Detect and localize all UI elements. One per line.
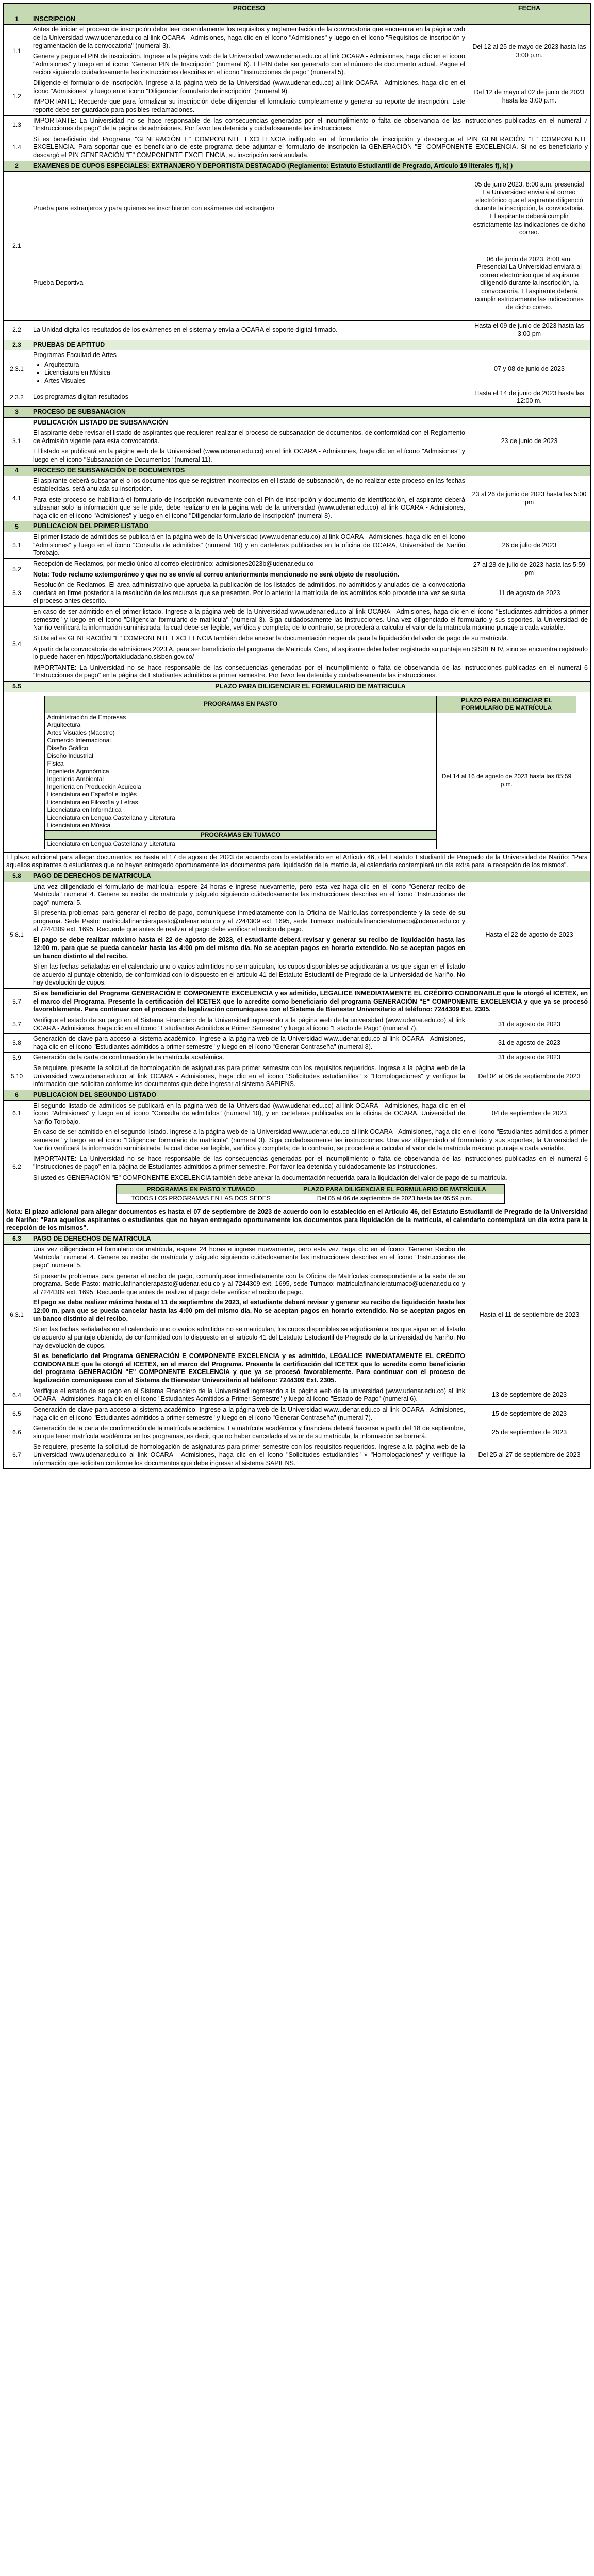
section-row xyxy=(4,340,591,350)
section-title: PROCESO DE SUBSANACIÓN DE DOCUMENTOS xyxy=(30,465,591,476)
section-title: PAGO DE DERECHOS DE MATRICULA xyxy=(30,1234,591,1245)
row-date: Hasta el 09 de junio de 2023 hasta las 3:00 pm xyxy=(468,321,591,340)
row-description: Se requiere, presente la solicitud de homologación de asignaturas para primer semestre con los requisitos requeridos. Ingrese a la página web de la Universidad www.udenar.edu.co al link OCARA - Admisiones, haga clic en el ícono "Solicitudes estudiantiles" » "Homologaciones" y verifique la información que solicitan conforme los documentos que debe ingresar al sistema SAPIENS. xyxy=(30,1063,468,1090)
table-row xyxy=(4,607,591,682)
row-number: 5.3 xyxy=(4,580,30,607)
note: Nota: El plazo adicional para allegar documentos es hasta el 07 de septiembre de 2023 de acuerdo con lo establecido en el Artículo 46, del Estatuto Estudiantil de Pregrado de la Universidad de Nariño: "Para aquellos aspirantes o estudiantes que no hayan entregado oportunamente los documentos para liquidación de la matrícula, el calendario contemplará un día extra para la recepción de los mismos". xyxy=(4,1207,591,1234)
list-item: Ingeniería Agronómica xyxy=(47,767,109,775)
row-date: Del 12 de mayo al 02 de junio de 2023 hasta las 3:00 p.m. xyxy=(468,78,591,116)
table-row xyxy=(4,1442,591,1469)
paragraph: Nota: Todo reclamo extemporáneo y que no se envíe al correo anteriormente mencionado no será objeto de resolución. xyxy=(33,570,400,578)
table-row xyxy=(4,1127,591,1207)
table-row xyxy=(4,1423,591,1442)
row-number: 5.4 xyxy=(4,607,30,682)
paragraph: El aspirante debe revisar el listado de aspirantes que requieren realizar el proceso de subsanación de documentos, de conformidad con el Reglamento de Admisión vigente para esta convocatoria. xyxy=(33,429,465,445)
section-row xyxy=(4,682,591,692)
paragraph: Antes de iniciar el proceso de inscripción debe leer detenidamente los requisitos y reglamentación de la convocatoria que encuentra en la página web de la Universidad www.udenar.edu.co al link OCARA - Admisiones, haga clic en el ícono "Admisiones" y luego en el ícono "Requisitos de inscripción y reglamentación de la convocatoria" (numeral 3). xyxy=(33,26,465,49)
table-row xyxy=(4,852,591,871)
row-number: 6.6 xyxy=(4,1423,30,1442)
paragraph: El pago se debe realizar máximo hasta el 11 de septiembre de 2023, el estudiante deberá revisar y generar su recibo de liquidación hasta las 12:00 m. para que se pueda cancelar hasta las 4:00 pm del mismo día. No se aceptan pagos en horario extendido. No se aceptan pagos en un banco distinto al del recibo. xyxy=(33,1299,465,1323)
list-item: • Licenciatura en Música xyxy=(44,369,465,377)
section-number: 3 xyxy=(4,406,30,417)
table-row xyxy=(4,134,591,161)
paragraph: El aspirante deberá subsanar el o los documentos que se registren incorrectos en el listado de subsanación, de no realizar este proceso en las fechas establecidas, será anulada su inscripción. xyxy=(33,477,465,493)
row-number: 5.10 xyxy=(4,1063,30,1090)
table-row xyxy=(4,388,591,406)
deadline-cell: Del 05 al 06 de septiembre de 2023 hasta las 05:59 p.m. xyxy=(285,1194,504,1204)
row-date: 31 de agosto de 2023 xyxy=(468,1034,591,1053)
programs-table xyxy=(116,1184,504,1204)
table-row xyxy=(4,1207,591,1234)
row-date: 07 y 08 de junio de 2023 xyxy=(468,350,591,388)
admissions-calendar-table xyxy=(3,3,591,1469)
table-row xyxy=(4,1015,591,1033)
row-date: 11 de agosto de 2023 xyxy=(468,580,591,607)
row-description: Generación de clave para acceso al sistema académico. Ingrese a la página web de la Universidad www.udenar.edu.co al link OCARA - Admisiones, haga clic en el ícono "Estudiantes admitidos a primer semestre" y luego en el ícono "Generar Contraseña" (numeral 8). xyxy=(30,1034,468,1053)
row-description xyxy=(30,1244,468,1386)
header-fecha: FECHA xyxy=(468,4,591,14)
row-description: Verifique el estado de su pago en el Sistema Financiero de la Universidad ingresando a la página web de la universidad (www.udenar.edu.co) al link OCARA - Admisiones, haga clic en el ícono "Estudiantes Admitidos a Primer Semestre" y luego al ícono "Estado de Pago" (numeral 7). xyxy=(30,1015,468,1033)
table-row xyxy=(4,350,591,388)
row-description xyxy=(30,692,591,852)
row-date: Hasta el 22 de agosto de 2023 xyxy=(468,882,591,989)
tumaco-col-header: PROGRAMAS EN TUMACO xyxy=(44,830,437,839)
row-description: Generación de clave para acceso al sistema académico. Ingrese a la página web de la Universidad www.udenar.edu.co al link OCARA - Admisiones, haga clic en el ícono "Estudiantes admitidos a primer semestre" y luego en el ícono "Generar Contraseña" (numeral 7). xyxy=(30,1404,468,1423)
row-number: 6.1 xyxy=(4,1100,30,1127)
row-date: Del 04 al 06 de septiembre de 2023 xyxy=(468,1063,591,1090)
row-description xyxy=(30,607,591,682)
list-label: Programas Facultad de Artes xyxy=(33,351,117,359)
table-row xyxy=(4,1063,591,1090)
row-description xyxy=(30,558,468,580)
row-date: 04 de septiembre de 2023 xyxy=(468,1100,591,1127)
paragraph: IMPORTANTE: La Universidad no se hace responsable de las consecuencias generadas por el incumplimiento o falta de observancia de las instrucciones publicadas en el numeral 6 "Instrucciones de pago" en la página de Estudiantes admitidos a primer semestre. Por favor lea detenida y cuidadosamente las instrucciones. xyxy=(33,1155,588,1171)
list-item: • Artes Visuales xyxy=(44,377,465,385)
row-date: 31 de agosto de 2023 xyxy=(468,1053,591,1063)
header-num xyxy=(4,4,30,14)
row-number: 5.8.1 xyxy=(4,882,30,989)
paragraph: El listado se publicará en la página web de la Universidad (www.udenar.edu.co) en el link OCARA - Admisiones, haga clic en el ícono "Admisiones" y luego en el ícono "Subsanación de Documentos" (numeral 11). xyxy=(33,448,465,463)
section-title: PUBLICACION DEL SEGUNDO LISTADO xyxy=(30,1090,591,1100)
section-title: PUBLICACION DEL PRIMER LISTADO xyxy=(30,521,591,532)
table-row xyxy=(4,580,591,607)
row-description xyxy=(30,476,468,521)
section-row xyxy=(4,406,591,417)
row-date: 27 al 28 de julio de 2023 hasta las 5:59 pm xyxy=(468,558,591,580)
row-number: 5.7 xyxy=(4,989,30,1015)
paragraph: Diligencie el formulario de inscripción. Ingrese a la página web de la Universidad (www.udenar.edu.co) al link OCARA - Admisiones, haga clic en el ícono "Admisiones" y luego en el ícono "Diligenciar formulario de inscripción" (numeral 9). xyxy=(33,79,465,95)
section-row xyxy=(4,521,591,532)
row-number xyxy=(4,692,30,852)
paragraph: A partir de la convocatoria de admisiones 2023 A, para ser beneficiario del programa de Matrícula Cero, el aspirante debe haber registrado su puntaje en SISBEN IV, sino se encuentra registrado lo puede hacer en https://portalciudadano.sisben.gov.co/ xyxy=(33,645,588,661)
programs-col-header: PROGRAMAS EN PASTO Y TUMACO xyxy=(117,1185,285,1194)
row-number: 5.7 xyxy=(4,1015,30,1033)
row-number: 6.2 xyxy=(4,1127,30,1207)
row-date: 05 de junio 2023, 8:00 a.m. presencial La Universidad enviará al correo electrónico que el aspirante diligenció durante la inscripción, la convocatoria. El aspirante deberá cumplir estrictamente las indicaciones de dicho correo. xyxy=(468,172,591,246)
paragraph: Si en las fechas señaladas en el calendario uno o varios admitidos no se matriculan, los cupos disponibles se adjudicarán a los que sigan en el listado de acuerdo al puntaje obtenido, de conformidad con lo dispuesto en el artículo 41 del Estatuto Estudiantil de Pregrado de la Universidad de Nariño. No hay devolución de cupos. xyxy=(33,963,465,987)
row-number: 3.1 xyxy=(4,417,30,465)
list-item: Licenciatura en Informática xyxy=(47,806,122,814)
section-number: 5.8 xyxy=(4,871,30,882)
table-header-row xyxy=(4,4,591,14)
row-description: Se requiere, presente la solicitud de homologación de asignaturas para primer semestre con los requisitos requeridos. Ingrese a la página web de la Universidad www.udenar.edu.co al link OCARA - Admisiones, haga clic en el ícono "Solicitudes estudiantiles" » "Homologaciones" y verifique la información que solicitan conforme los documentos que debe ingresar al sistema SAPIENS. xyxy=(30,1442,468,1469)
section-title: PRUEBAS DE APTITUD xyxy=(30,340,591,350)
deadline-cell: Del 14 al 16 de agosto de 2023 hasta las 05:59 p.m. xyxy=(437,713,576,849)
row-date: 26 de julio de 2023 xyxy=(468,532,591,559)
row-description: Los programas digitan resultados xyxy=(30,388,468,406)
table-row xyxy=(4,115,591,134)
row-number: 5.1 xyxy=(4,532,30,559)
table-row xyxy=(4,1386,591,1404)
section-number: 4 xyxy=(4,465,30,476)
list-item: Arquitectura xyxy=(47,721,81,728)
table-row xyxy=(4,78,591,116)
paragraph: IMPORTANTE: La Universidad no se hace responsable de las consecuencias generadas por el incumplimiento o falta de observancia de las instrucciones publicadas en el numeral 7 "Instrucciones de pago" de la página de admisiones. Por favor lea detenida y cuidadosamente las instrucciones. xyxy=(33,116,588,132)
list-item: Comercio Internacional xyxy=(47,736,111,744)
paragraph: Recepción de Reclamos, por medio único al correo electrónico: admisiones2023b@udenar.edu.co xyxy=(33,560,314,567)
row-date: 31 de agosto de 2023 xyxy=(468,1015,591,1033)
row-description xyxy=(30,350,468,388)
section-row xyxy=(4,1234,591,1245)
table-row xyxy=(4,532,591,559)
table-row xyxy=(4,558,591,580)
deadline-col-header: PLAZO PARA DILIGENCIAR EL FORMULARIO DE MATRÍCULA xyxy=(437,696,576,713)
row-description xyxy=(30,882,468,989)
row-number: 6.4 xyxy=(4,1386,30,1404)
table-row xyxy=(4,692,591,852)
section-number: 5 xyxy=(4,521,30,532)
row-description: El primer listado de admitidos se publicará en la página web de la Universidad (www.udenar.edu.co) al link OCARA - Admisiones, haga clic en el ícono "Admisiones" y luego en el ícono "Consulta de admitidos" (numeral 10) y en carteleras publicadas en la oficina de OCARA, Universidad de Nariño Torobajo. xyxy=(30,532,468,559)
list-item: Ingeniería en Producción Acuícola xyxy=(47,783,141,790)
tumaco-programs-cell xyxy=(44,839,437,849)
programs-col-header: PROGRAMAS EN PASTO xyxy=(44,696,437,713)
section-number: 6 xyxy=(4,1090,30,1100)
list-item: Ingeniería Ambiental xyxy=(47,775,104,783)
row-description xyxy=(30,1127,591,1207)
row-date: 15 de septiembre de 2023 xyxy=(468,1404,591,1423)
row-date: 13 de septiembre de 2023 xyxy=(468,1386,591,1404)
paragraph: Si es beneficiario del Programa GENERACIÓN E COMPONENTE EXCELENCIA y es admitido, LEGALICE INMEDIATAMENTE EL CRÉDITO CONDONABLE que le otorgó el ICETEX, en el marco del Programa. Presente la certificación del ICETEX que lo acredite como beneficiario del programa GENERACIÓN "E" COMPONENTE EXCELENCIA y que ya se procesó favorablemente. Para continuar con el proceso de legalización comuníquese con el Sistema de Bienestar Universitario al teléfono: 7244309 Ext. 2305. xyxy=(33,1352,465,1384)
row-description: Resolución de Reclamos. El área administrativo que aprueba la publicación de los listados de admitidos, no admitidos y anulados de la convocatoria quedará en firme posterior a la resolución de los recursos que se presenten. Por lo anterior la matrícula de los admitidos solo procede una vez se surta el proceso antes descrito. xyxy=(30,580,468,607)
table-row xyxy=(4,321,591,340)
paragraph: Una vez diligenciado el formulario de matrícula, espere 24 horas e ingrese nuevamente, pero esta vez haga clic en el ícono "Generar Recibo de Matrícula" numeral 4. Genere su recibo de matrícula y páguelo siguiendo cuidadosamente las instrucciones descritas en el ícono "Instrucciones de pago" numeral 5. xyxy=(33,1245,465,1269)
list-item: Diseño Gráfico xyxy=(47,744,88,752)
paragraph: Si Usted es GENERACIÓN "E" COMPONENTE EXCELENCIA también debe anexar la documentación requerida para la liquidación del valor de pago de su matrícula. xyxy=(33,634,508,642)
paragraph: El pago se debe realizar máximo hasta el 22 de agosto de 2023, el estudiante deberá revisar y generar su recibo de liquidación hasta las 12:00 m. para que se pueda cancelar hasta las 4:00 pm del mismo día. No se aceptan pagos en horario extendido. No se aceptan pagos en un banco distinto al del recibo. xyxy=(33,936,465,960)
paragraph: En caso de ser admitido en el primer listado. Ingrese a la página web de la Universidad www.udenar.edu.co al link OCARA - Admisiones, haga clic en el ícono "Estudiantes admitidos a primer semestre" y luego en el ícono "Diligenciar formulario de matrícula" (numeral 3). Siga cuidadosamente las instrucciones. Una vez diligenciado el formulario y sus soportes, la Universidad de Nariño verificará la información suministrada, la cual debe ser legible, verídica y completa; de lo contrario, se procederá a calcular el valor de la matrícula máximo puntaje a cada variable. xyxy=(33,608,588,632)
table-row xyxy=(4,1053,591,1063)
row-date: Del 12 al 25 de mayo de 2023 hasta las 3:00 p.m. xyxy=(468,25,591,78)
list-item: Física xyxy=(47,759,64,767)
row-number: 1.2 xyxy=(4,78,30,116)
row-number: 2.1 xyxy=(4,172,30,321)
list-item: Diseño Industrial xyxy=(47,752,93,759)
programs-cell: TODOS LOS PROGRAMAS EN LAS DOS SEDES xyxy=(117,1194,285,1204)
paragraph: Para este proceso se habilitará el formulario de inscripción nuevamente con el Pin de inscripción y documento de identificación, el aspirante deberá subsanar solo la información que se le pide, debe realizarlo en la página web de la universidad (www.udenar.edu.co) al link OCARA - Admisiones, haga clic en el ícono "Admisiones" y luego en el ícono "Diligenciar formulario de inscripción" (numeral 8). xyxy=(33,496,465,519)
row-number: 1.4 xyxy=(4,134,30,161)
section-number: 5.5 xyxy=(4,682,30,692)
paragraph: Si es beneficiario del Programa "GENERACIÓN E" COMPONENTE EXCELENCIA indíquelo en el formulario de inscripción y descargue el PIN GENERACIÓN "E" COMPONENTE EXCELENCIA. Para soportar que es beneficiario de este programa debe adjuntar el formulario de inscripción la GENERACIÓN "E" COMPONENTE EXCELENCIA. Si no es beneficiario y descargó el PIN GENERACIÓN "E" COMPONENTE EXCELENCIA, su inscripción será anulada. xyxy=(33,135,588,159)
row-description xyxy=(30,134,591,161)
row-number: 2.3.1 xyxy=(4,350,30,388)
section-row xyxy=(4,465,591,476)
row-date: 23 al 26 de junio de 2023 hasta las 5:00 pm xyxy=(468,476,591,521)
section-number: 6.3 xyxy=(4,1234,30,1245)
row-description xyxy=(30,115,591,134)
section-title: PLAZO PARA DILIGENCIAR EL FORMULARIO DE MATRICULA xyxy=(30,682,591,692)
list-item: Licenciatura en Filosofía y Letras xyxy=(47,798,138,806)
list-item: • Arquitectura xyxy=(44,361,465,369)
list-item: Licenciatura en Español e Inglés xyxy=(47,790,137,798)
row-description: Prueba para extranjeros y para quienes se inscribieron con exámenes del extranjero xyxy=(30,172,468,246)
row-date: 25 de septiembre de 2023 xyxy=(468,1423,591,1442)
row-number: 1.1 xyxy=(4,25,30,78)
paragraph: IMPORTANTE: Recuerde que para formalizar su inscripción debe diligenciar el formulario completamente y generar su reporte de inscripción. Este reporte debe ser guardado para posibles reclamaciones. xyxy=(33,98,465,113)
list-item: Licenciatura en Música xyxy=(47,821,111,829)
paragraph: En caso de ser admitido en el segundo listado. Ingrese a la página web de la Universidad www.udenar.edu.co al link OCARA - Admisiones, haga clic en el ícono "Estudiantes admitidos a primer semestre" y luego en el ícono "Diligenciar formulario de matrícula" (numeral 3). Siga cuidadosamente las instrucciones. Una vez diligenciado el formulario y sus soportes, la Universidad de Nariño verificará la información suministrada, la cual debe ser legible, verídica y completa; de lo contrario, se procederá a calcular el valor de la matrícula máximo puntaje a cada variable. xyxy=(33,1128,588,1152)
header-proceso: PROCESO xyxy=(30,4,468,14)
deadline-col-header: PLAZO PARA DILIGENCIAR EL FORMULARIO DE MATRÍCULA xyxy=(285,1185,504,1194)
row-number: 2.2 xyxy=(4,321,30,340)
section-title: PROCESO DE SUBSANACION xyxy=(30,406,591,417)
paragraph: Una vez diligenciado el formulario de matrícula, espere 24 horas e ingrese nuevamente, pero esta vez haga clic en el ícono "Generar recibo de Matrícula" numeral 4. Genere su recibo de matrícula y páguelo siguiendo cuidadosamente las instrucciones descritas en el ícono "Instrucciones de pago" numeral 5. xyxy=(33,883,465,906)
table-row xyxy=(4,1404,591,1423)
row-number: 1.3 xyxy=(4,115,30,134)
table-row xyxy=(4,1100,591,1127)
program-list xyxy=(44,361,465,385)
list-item: Licenciatura en Lengua Castellana y Literatura xyxy=(47,814,175,821)
note: El plazo adicional para allegar documentos es hasta el 17 de agosto de 2023 de acuerdo con lo establecido en el Artículo 46, del Estatuto Estudiantil de Pregrado de la Universidad de Nariño: "Para aquellos aspirantes o estudiantes que no hayan entregado oportunamente los documentos para liquidación de la matrícula, el calendario contemplará un día extra para la recepción de los mismos". xyxy=(4,852,591,871)
section-title: EXAMENES DE CUPOS ESPECIALES: EXTRANJERO Y DEPORTISTA DESTACADO (Reglamento: Estatuto Estudiantil de Pregrado, Artículo 19 literales f), k) ) xyxy=(30,161,591,172)
admissions-calendar-document xyxy=(3,3,591,1469)
table-row xyxy=(4,172,591,246)
row-number: 2.3.2 xyxy=(4,388,30,406)
list-item: Administración de Empresas xyxy=(47,713,126,721)
row-description xyxy=(30,78,468,116)
programs-table xyxy=(44,696,577,849)
programs-cell xyxy=(44,713,437,830)
paragraph: Genere y pague el PIN de inscripción. Ingrese a la página web de la Universidad www.udenar.edu.co al link OCARA - Admisiones, haga clic en el ícono "Admisiones" y luego en el ícono "Generar PIN de Inscripción" (numeral 6). El PIN debe ser generado con el número de documento actual. Pague el recibo siguiendo cuidadosamente las instrucciones descritas en el ícono "Instrucciones de pago" (numeral 5). xyxy=(33,53,465,76)
row-number: 4.1 xyxy=(4,476,30,521)
table-row xyxy=(4,25,591,78)
paragraph: Si usted es GENERACIÓN "E" COMPONENTE EXCELENCIA también debe anexar la documentación requerida para la liquidación del valor de pago de su matrícula. xyxy=(33,1174,507,1181)
row-number: 5.2 xyxy=(4,558,30,580)
row-description: Prueba Deportiva xyxy=(30,246,468,321)
row-date: 23 de junio de 2023 xyxy=(468,417,591,465)
section-number: 2 xyxy=(4,161,30,172)
table-row xyxy=(4,246,591,321)
row-description xyxy=(30,25,468,78)
table-row xyxy=(4,1244,591,1386)
list-item: Artes Visuales (Maestro) xyxy=(47,728,115,736)
table-row xyxy=(4,476,591,521)
row-description: Si es beneficiario del Programa GENERACIÓN E COMPONENTE EXCELENCIA y es admitido, LEGALICE INMEDIATAMENTE EL CRÉDITO CONDONABLE que le otorgó el ICETEX, en el marco del Programa. Presente la certificación del ICETEX que lo acredite como beneficiario del programa GENERACIÓN "E" COMPONENTE EXCELENCIA y que ya se procesó favorablemente. Para continuar con el proceso de legalización comuníquese con el Sistema de Bienestar Universitario al teléfono: 7244309 Ext. 2305. xyxy=(30,989,591,1015)
section-number: 1 xyxy=(4,14,30,25)
section-row xyxy=(4,871,591,882)
section-title: PAGO DE DERECHOS DE MATRICULA xyxy=(30,871,591,882)
row-number: 5.9 xyxy=(4,1053,30,1063)
row-description xyxy=(30,417,468,465)
row-description: Verifique el estado de su pago en el Sistema Financiero de la Universidad ingresando a la página web de la universidad (www.udenar.edu.co) al link OCARA - Admisiones, haga clic en el ícono "Estudiantes Admitidos a Primer Semestre" y luego al ícono "Estado de Pago" (numeral 6). xyxy=(30,1386,468,1404)
section-title: INSCRIPCION xyxy=(30,14,591,25)
subsection-title: PUBLICACIÓN LISTADO DE SUBSANACIÓN xyxy=(33,418,168,426)
row-number: 5.8 xyxy=(4,1034,30,1053)
row-number: 6.3.1 xyxy=(4,1244,30,1386)
row-date: Del 25 al 27 de septiembre de 2023 xyxy=(468,1442,591,1469)
row-number: 6.5 xyxy=(4,1404,30,1423)
paragraph: Si presenta problemas para generar el recibo de pago, comuníquese inmediatamente con la Oficina de Matrículas correspondiente y la sede de su programa. Sede Pasto: matriculafinancierapasto@udenar.edu.co y al 7244309 ext. 1695, sede Tumaco: matriculafinancieratumaco@udenar.edu.co y al 7244309 ext. 1695. Recuerde que antes de realizar el pago debe verificar el recibo de pago. xyxy=(33,909,465,933)
section-row xyxy=(4,1090,591,1100)
table-row xyxy=(4,989,591,1015)
row-description: Generación de la carta de confirmación de la matrícula académica. La matrícula académica y financiera deberá hacerse a partir del 18 de septiembre, sin que tener matrícula académica en los programas, es decir, que no haber cancelado el valor de su matrícula, la información se borrará. xyxy=(30,1423,468,1442)
list-item: Licenciatura en Lengua Castellana y Literatura xyxy=(47,840,175,848)
row-description: La Unidad digita los resultados de los exámenes en el sistema y envía a OCARA el soporte digital firmado. xyxy=(30,321,468,340)
row-number: 6.7 xyxy=(4,1442,30,1469)
paragraph: IMPORTANTE: La Universidad no se hace responsable de las consecuencias generadas por el incumplimiento o falta de observancia de las instrucciones publicadas en el numeral 6 "Instrucciones de pago" en la página de Estudiantes admitidos a primer semestre. Por favor lea detenida y cuidadosamente las instrucciones. xyxy=(33,664,588,680)
section-row xyxy=(4,161,591,172)
table-row xyxy=(4,882,591,989)
row-description: El segundo listado de admitidos se publicará en la página web de la Universidad (www.udenar.edu.co) al link OCARA - Admisiones, haga clic en el ícono "Admisiones" y luego en el ícono "Consulta de admitidos" (numeral 10), y en carteleras publicadas en la oficina de OCARA, Universidad de Nariño Torobajo. xyxy=(30,1100,468,1127)
row-date: Hasta el 11 de septiembre de 2023 xyxy=(468,1244,591,1386)
row-description: Generación de la carta de confirmación de la matrícula académica. xyxy=(30,1053,468,1063)
table-row xyxy=(4,1034,591,1053)
paragraph: Si presenta problemas para generar el recibo de pago, comuníquese inmediatamente con la Oficina de Matrículas correspondiente a la sede de su programa. Sede Pasto: matriculafinancierapasto@udenar.edu.co y al 7244309 ext. 1695, sede Tumaco: matriculafinancieratumaco@udenar.edu.co y al 7244309 ext. 1695. Recuerde que antes de realizar el pago debe verificar el recibo de pago. xyxy=(33,1272,465,1296)
row-date: 06 de junio de 2023, 8:00 am. Presencial La Universidad enviará al correo electrónico que el aspirante diligenció durante la inscripción, la convocatoria. El aspirante deberá cumplir estrictamente las indicaciones de dicho correo. xyxy=(468,246,591,321)
section-row xyxy=(4,14,591,25)
row-date: Hasta el 14 de junio de 2023 hasta las 12:00 m. xyxy=(468,388,591,406)
table-row xyxy=(4,417,591,465)
paragraph: Si en las fechas señaladas en el calendario uno o varios admitidos no se matriculan, los cupos disponibles se adjudicarán a los que sigan en el listado de acuerdo al puntaje obtenido, de conformidad con lo dispuesto en el artículo 41 del Estatuto Estudiantil de Pregrado de la Universidad de Nariño. No hay devolución de cupos. xyxy=(33,1326,465,1349)
section-number: 2.3 xyxy=(4,340,30,350)
